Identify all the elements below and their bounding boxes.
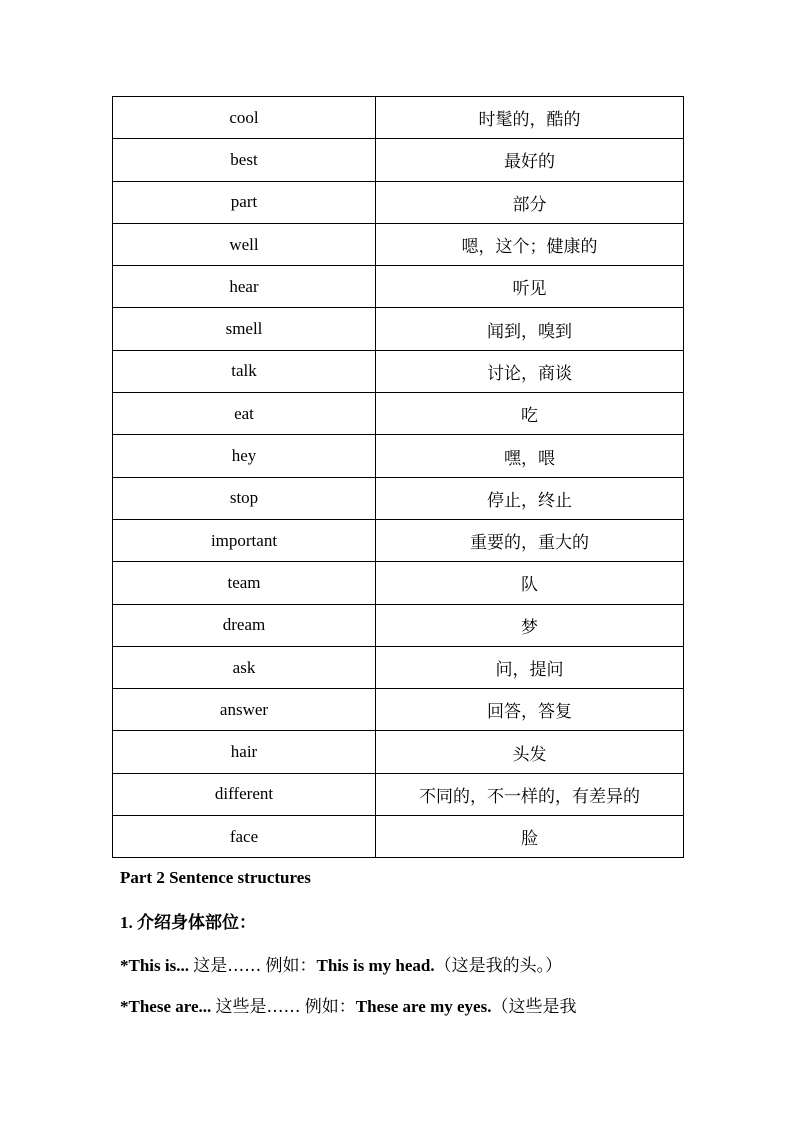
example-label: 例如： xyxy=(265,956,317,976)
vocab-row xyxy=(113,773,684,815)
vocab-meaning: 问，提问 xyxy=(376,646,684,688)
vocabulary-table-body xyxy=(113,97,684,858)
vocab-meaning: 嘿，喂 xyxy=(376,435,684,477)
vocab-word: dream xyxy=(113,604,376,646)
section1-title: 介绍身体部位： xyxy=(137,913,256,933)
vocab-row xyxy=(113,477,684,519)
vocab-row xyxy=(113,181,684,223)
part2-heading: Part 2 Sentence structures xyxy=(120,868,311,887)
vocab-row xyxy=(113,266,684,308)
vocab-meaning: 讨论，商谈 xyxy=(376,350,684,392)
vocab-word: important xyxy=(113,519,376,561)
vocab-meaning: 时髦的，酷的 xyxy=(376,97,684,139)
vocab-meaning: 队 xyxy=(376,562,684,604)
sentence-pattern-zh: 这些是…… xyxy=(215,997,301,1017)
vocab-row xyxy=(113,435,684,477)
vocab-meaning: 听见 xyxy=(376,266,684,308)
vocab-word: answer xyxy=(113,689,376,731)
vocab-word: stop xyxy=(113,477,376,519)
vocab-row xyxy=(113,604,684,646)
vocab-row xyxy=(113,519,684,561)
vocab-word: team xyxy=(113,562,376,604)
vocab-meaning: 嗯，这个；健康的 xyxy=(376,223,684,265)
vocab-word: smell xyxy=(113,308,376,350)
vocab-row xyxy=(113,689,684,731)
vocab-row xyxy=(113,308,684,350)
vocab-meaning: 停止，终止 xyxy=(376,477,684,519)
vocab-row xyxy=(113,562,684,604)
sentence-pattern-zh: 这是…… xyxy=(193,956,262,976)
vocab-row xyxy=(113,646,684,688)
vocab-word: best xyxy=(113,139,376,181)
example-translation: （这是我的头。） xyxy=(434,956,563,976)
sentence-pattern: *These are... xyxy=(120,997,212,1016)
sentence-line xyxy=(120,951,562,976)
vocabulary-table xyxy=(112,96,684,858)
vocab-meaning: 吃 xyxy=(376,393,684,435)
vocab-meaning: 脸 xyxy=(376,816,684,858)
vocab-row xyxy=(113,350,684,392)
vocab-word: well xyxy=(113,223,376,265)
vocab-row xyxy=(113,139,684,181)
vocab-word: cool xyxy=(113,97,376,139)
vocab-meaning: 头发 xyxy=(376,731,684,773)
vocab-word: hey xyxy=(113,435,376,477)
example-label: 例如： xyxy=(304,997,356,1017)
vocab-word: face xyxy=(113,816,376,858)
vocab-meaning: 梦 xyxy=(376,604,684,646)
vocab-word: eat xyxy=(113,393,376,435)
example-sentence: These are my eyes. xyxy=(355,997,492,1016)
vocab-word: different xyxy=(113,773,376,815)
vocab-word: hear xyxy=(113,266,376,308)
vocab-meaning: 重要的，重大的 xyxy=(376,519,684,561)
vocab-row xyxy=(113,816,684,858)
vocab-word: hair xyxy=(113,731,376,773)
vocab-row xyxy=(113,731,684,773)
sentence-pattern: *This is... xyxy=(120,956,189,975)
section1-number: 1. xyxy=(120,913,133,932)
section1-heading xyxy=(120,908,256,933)
vocab-row xyxy=(113,393,684,435)
vocab-word: part xyxy=(113,181,376,223)
vocab-meaning: 最好的 xyxy=(376,139,684,181)
vocab-meaning: 回答，答复 xyxy=(376,689,684,731)
vocab-meaning: 闻到，嗅到 xyxy=(376,308,684,350)
vocab-meaning: 不同的，不一样的，有差异的 xyxy=(376,773,684,815)
vocab-word: talk xyxy=(113,350,376,392)
vocab-word: ask xyxy=(113,646,376,688)
example-translation: （这些是我 xyxy=(491,997,577,1017)
sentence-line xyxy=(120,992,576,1017)
vocab-row xyxy=(113,97,684,139)
vocab-meaning: 部分 xyxy=(376,181,684,223)
example-sentence: This is my head. xyxy=(316,956,435,975)
vocab-row xyxy=(113,223,684,265)
